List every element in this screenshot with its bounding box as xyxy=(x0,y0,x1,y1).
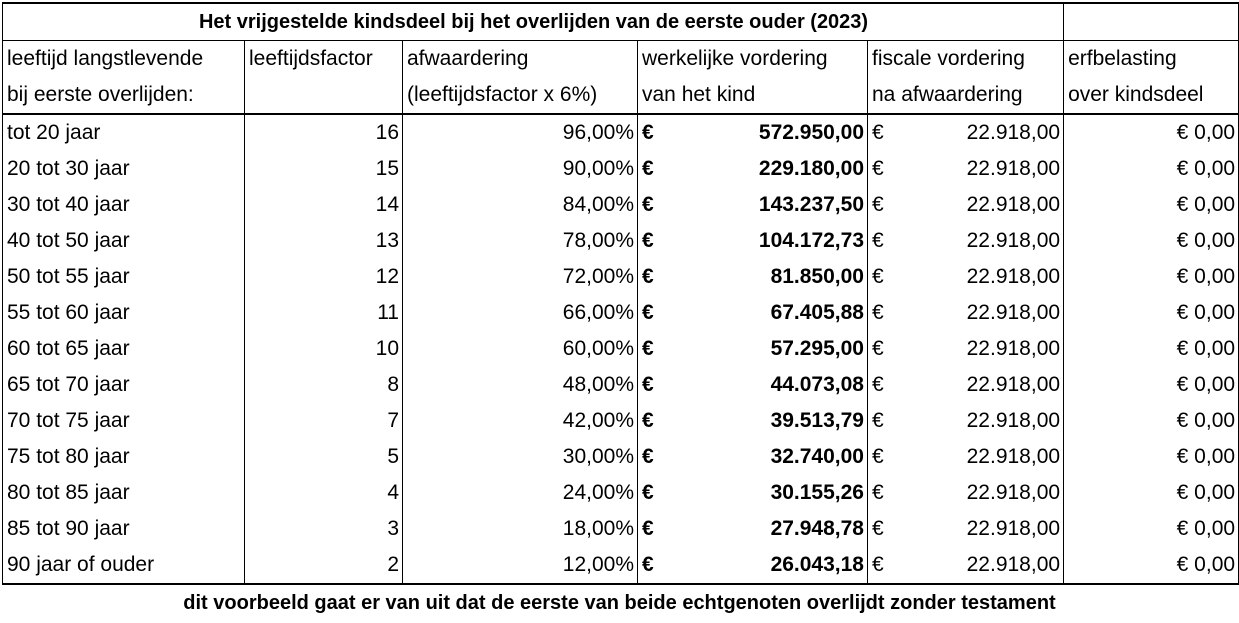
header-werk-line2: van het kind xyxy=(638,77,868,114)
fisc-currency: € xyxy=(872,409,884,432)
cell-afwaardering: 30,00% xyxy=(403,439,638,475)
header-fisc-line1: fiscale vordering xyxy=(868,41,1064,78)
cell-factor: 13 xyxy=(245,223,403,259)
cell-werk-currency: € xyxy=(638,511,676,547)
table-row xyxy=(3,151,1239,187)
fiscale-vordering-wrap xyxy=(872,151,1060,187)
fisc-value: 22.918,00 xyxy=(966,481,1061,504)
cell-afwaardering: 96,00% xyxy=(403,114,638,151)
cell-factor: 10 xyxy=(245,331,403,367)
fisc-currency: € xyxy=(872,121,884,144)
kindsdeel-table xyxy=(2,2,1239,585)
cell-werkelijke-vordering: 104.172,73 xyxy=(676,223,868,259)
header-age-line1: leeftijd langstlevende xyxy=(3,41,245,78)
title-row xyxy=(3,3,1239,41)
fisc-currency: € xyxy=(872,157,884,180)
fisc-value: 22.918,00 xyxy=(966,193,1061,216)
fiscale-vordering-wrap xyxy=(872,187,1060,223)
cell-erfbelasting: € 0,00 xyxy=(1064,114,1239,151)
fiscale-vordering-wrap xyxy=(872,511,1060,547)
cell-age: 85 tot 90 jaar xyxy=(3,511,245,547)
cell-erfbelasting: € 0,00 xyxy=(1064,295,1239,331)
cell-werk-currency: € xyxy=(638,331,676,367)
fiscale-vordering-wrap xyxy=(872,331,1060,367)
fisc-value: 22.918,00 xyxy=(966,121,1061,144)
fisc-value: 22.918,00 xyxy=(966,229,1061,252)
cell-afwaardering: 48,00% xyxy=(403,367,638,403)
cell-factor: 11 xyxy=(245,295,403,331)
cell-erfbelasting: € 0,00 xyxy=(1064,475,1239,511)
cell-werkelijke-vordering: 30.155,26 xyxy=(676,475,868,511)
table-row xyxy=(3,475,1239,511)
fisc-currency: € xyxy=(872,517,884,540)
cell-factor: 4 xyxy=(245,475,403,511)
cell-factor: 15 xyxy=(245,151,403,187)
fisc-value: 22.918,00 xyxy=(966,157,1061,180)
cell-werkelijke-vordering: 81.850,00 xyxy=(676,259,868,295)
cell-erfbelasting: € 0,00 xyxy=(1064,403,1239,439)
fisc-currency: € xyxy=(872,265,884,288)
cell-afwaardering: 12,00% xyxy=(403,547,638,584)
cell-werkelijke-vordering: 26.043,18 xyxy=(676,547,868,584)
cell-afwaardering: 42,00% xyxy=(403,403,638,439)
cell-age: 60 tot 65 jaar xyxy=(3,331,245,367)
fiscale-vordering-wrap xyxy=(872,115,1060,151)
fiscale-vordering-wrap xyxy=(872,367,1060,403)
fiscale-vordering-wrap xyxy=(872,547,1060,583)
cell-werk-currency: € xyxy=(638,475,676,511)
cell-fiscale-vordering xyxy=(868,511,1064,547)
header-row-1 xyxy=(3,41,1239,78)
fisc-currency: € xyxy=(872,445,884,468)
cell-erfbelasting: € 0,00 xyxy=(1064,151,1239,187)
cell-werkelijke-vordering: 57.295,00 xyxy=(676,331,868,367)
cell-erfbelasting: € 0,00 xyxy=(1064,259,1239,295)
header-afw-line2: (leeftijdsfactor x 6%) xyxy=(403,77,638,114)
fisc-currency: € xyxy=(872,229,884,252)
cell-afwaardering: 72,00% xyxy=(403,259,638,295)
header-erf-line1: erfbelasting xyxy=(1064,41,1239,78)
cell-erfbelasting: € 0,00 xyxy=(1064,187,1239,223)
cell-factor: 5 xyxy=(245,439,403,475)
cell-fiscale-vordering xyxy=(868,367,1064,403)
cell-werkelijke-vordering: 143.237,50 xyxy=(676,187,868,223)
cell-werk-currency: € xyxy=(638,439,676,475)
fisc-value: 22.918,00 xyxy=(966,445,1061,468)
fisc-currency: € xyxy=(872,193,884,216)
cell-factor: 8 xyxy=(245,367,403,403)
fiscale-vordering-wrap xyxy=(872,439,1060,475)
cell-fiscale-vordering xyxy=(868,331,1064,367)
cell-factor: 12 xyxy=(245,259,403,295)
cell-werk-currency: € xyxy=(638,187,676,223)
cell-factor: 7 xyxy=(245,403,403,439)
cell-age: 20 tot 30 jaar xyxy=(3,151,245,187)
cell-werkelijke-vordering: 32.740,00 xyxy=(676,439,868,475)
cell-fiscale-vordering xyxy=(868,439,1064,475)
fisc-currency: € xyxy=(872,373,884,396)
cell-werkelijke-vordering: 229.180,00 xyxy=(676,151,868,187)
cell-werkelijke-vordering: 27.948,78 xyxy=(676,511,868,547)
table-title: Het vrijgestelde kindsdeel bij het overlijden van de eerste ouder (2023) xyxy=(3,3,1064,41)
fisc-currency: € xyxy=(872,337,884,360)
cell-age: 50 tot 55 jaar xyxy=(3,259,245,295)
cell-werk-currency: € xyxy=(638,151,676,187)
cell-age: 70 tot 75 jaar xyxy=(3,403,245,439)
cell-afwaardering: 78,00% xyxy=(403,223,638,259)
cell-werk-currency: € xyxy=(638,295,676,331)
cell-fiscale-vordering xyxy=(868,475,1064,511)
cell-age: 80 tot 85 jaar xyxy=(3,475,245,511)
cell-afwaardering: 66,00% xyxy=(403,295,638,331)
table-row xyxy=(3,367,1239,403)
cell-erfbelasting: € 0,00 xyxy=(1064,223,1239,259)
cell-age: 65 tot 70 jaar xyxy=(3,367,245,403)
cell-factor: 2 xyxy=(245,547,403,584)
table-row xyxy=(3,511,1239,547)
table-row xyxy=(3,547,1239,584)
cell-afwaardering: 90,00% xyxy=(403,151,638,187)
header-werk-line1: werkelijke vordering xyxy=(638,41,868,78)
cell-erfbelasting: € 0,00 xyxy=(1064,367,1239,403)
cell-werkelijke-vordering: 39.513,79 xyxy=(676,403,868,439)
cell-fiscale-vordering xyxy=(868,187,1064,223)
cell-factor: 14 xyxy=(245,187,403,223)
title-blank-cell xyxy=(1064,3,1239,41)
table-row xyxy=(3,331,1239,367)
cell-age: 40 tot 50 jaar xyxy=(3,223,245,259)
cell-fiscale-vordering xyxy=(868,403,1064,439)
cell-werk-currency: € xyxy=(638,259,676,295)
fisc-value: 22.918,00 xyxy=(966,409,1061,432)
fiscale-vordering-wrap xyxy=(872,475,1060,511)
table-row xyxy=(3,439,1239,475)
cell-age: 55 tot 60 jaar xyxy=(3,295,245,331)
fiscale-vordering-wrap xyxy=(872,295,1060,331)
fisc-value: 22.918,00 xyxy=(966,265,1061,288)
cell-fiscale-vordering xyxy=(868,547,1064,584)
table-row xyxy=(3,259,1239,295)
cell-erfbelasting: € 0,00 xyxy=(1064,511,1239,547)
cell-age: tot 20 jaar xyxy=(3,114,245,151)
fiscale-vordering-wrap xyxy=(872,403,1060,439)
cell-factor: 16 xyxy=(245,114,403,151)
table-row xyxy=(3,187,1239,223)
header-factor-line1: leeftijdsfactor xyxy=(245,41,403,78)
header-factor-line2 xyxy=(245,77,403,114)
fisc-value: 22.918,00 xyxy=(966,553,1061,576)
cell-fiscale-vordering xyxy=(868,114,1064,151)
cell-afwaardering: 60,00% xyxy=(403,331,638,367)
fisc-currency: € xyxy=(872,481,884,504)
cell-fiscale-vordering xyxy=(868,223,1064,259)
cell-werkelijke-vordering: 67.405,88 xyxy=(676,295,868,331)
cell-fiscale-vordering xyxy=(868,295,1064,331)
footnote: dit voorbeeld gaat er van uit dat de eerste van beide echtgenoten overlijdt zonder testament xyxy=(183,592,1056,614)
fisc-currency: € xyxy=(872,301,884,324)
cell-erfbelasting: € 0,00 xyxy=(1064,331,1239,367)
cell-fiscale-vordering xyxy=(868,259,1064,295)
cell-afwaardering: 24,00% xyxy=(403,475,638,511)
table-row xyxy=(3,223,1239,259)
fisc-value: 22.918,00 xyxy=(966,337,1061,360)
cell-fiscale-vordering xyxy=(868,151,1064,187)
table-row xyxy=(3,295,1239,331)
cell-age: 75 tot 80 jaar xyxy=(3,439,245,475)
header-erf-line2: over kindsdeel xyxy=(1064,77,1239,114)
table-row xyxy=(3,114,1239,151)
cell-factor: 3 xyxy=(245,511,403,547)
cell-werk-currency: € xyxy=(638,367,676,403)
cell-werkelijke-vordering: 44.073,08 xyxy=(676,367,868,403)
fisc-currency: € xyxy=(872,553,884,576)
fiscale-vordering-wrap xyxy=(872,259,1060,295)
cell-age: 90 jaar of ouder xyxy=(3,547,245,584)
cell-werk-currency: € xyxy=(638,114,676,151)
fisc-value: 22.918,00 xyxy=(966,373,1061,396)
header-afw-line1: afwaardering xyxy=(403,41,638,78)
cell-werk-currency: € xyxy=(638,403,676,439)
header-fisc-line2: na afwaardering xyxy=(868,77,1064,114)
header-age-line2: bij eerste overlijden: xyxy=(3,77,245,114)
fisc-value: 22.918,00 xyxy=(966,517,1061,540)
table-row xyxy=(3,403,1239,439)
fiscale-vordering-wrap xyxy=(872,223,1060,259)
cell-werkelijke-vordering: 572.950,00 xyxy=(676,114,868,151)
cell-age: 30 tot 40 jaar xyxy=(3,187,245,223)
cell-erfbelasting: € 0,00 xyxy=(1064,547,1239,584)
cell-erfbelasting: € 0,00 xyxy=(1064,439,1239,475)
cell-werk-currency: € xyxy=(638,547,676,584)
cell-afwaardering: 18,00% xyxy=(403,511,638,547)
cell-afwaardering: 84,00% xyxy=(403,187,638,223)
cell-werk-currency: € xyxy=(638,223,676,259)
header-row-2 xyxy=(3,77,1239,114)
fisc-value: 22.918,00 xyxy=(966,301,1061,324)
